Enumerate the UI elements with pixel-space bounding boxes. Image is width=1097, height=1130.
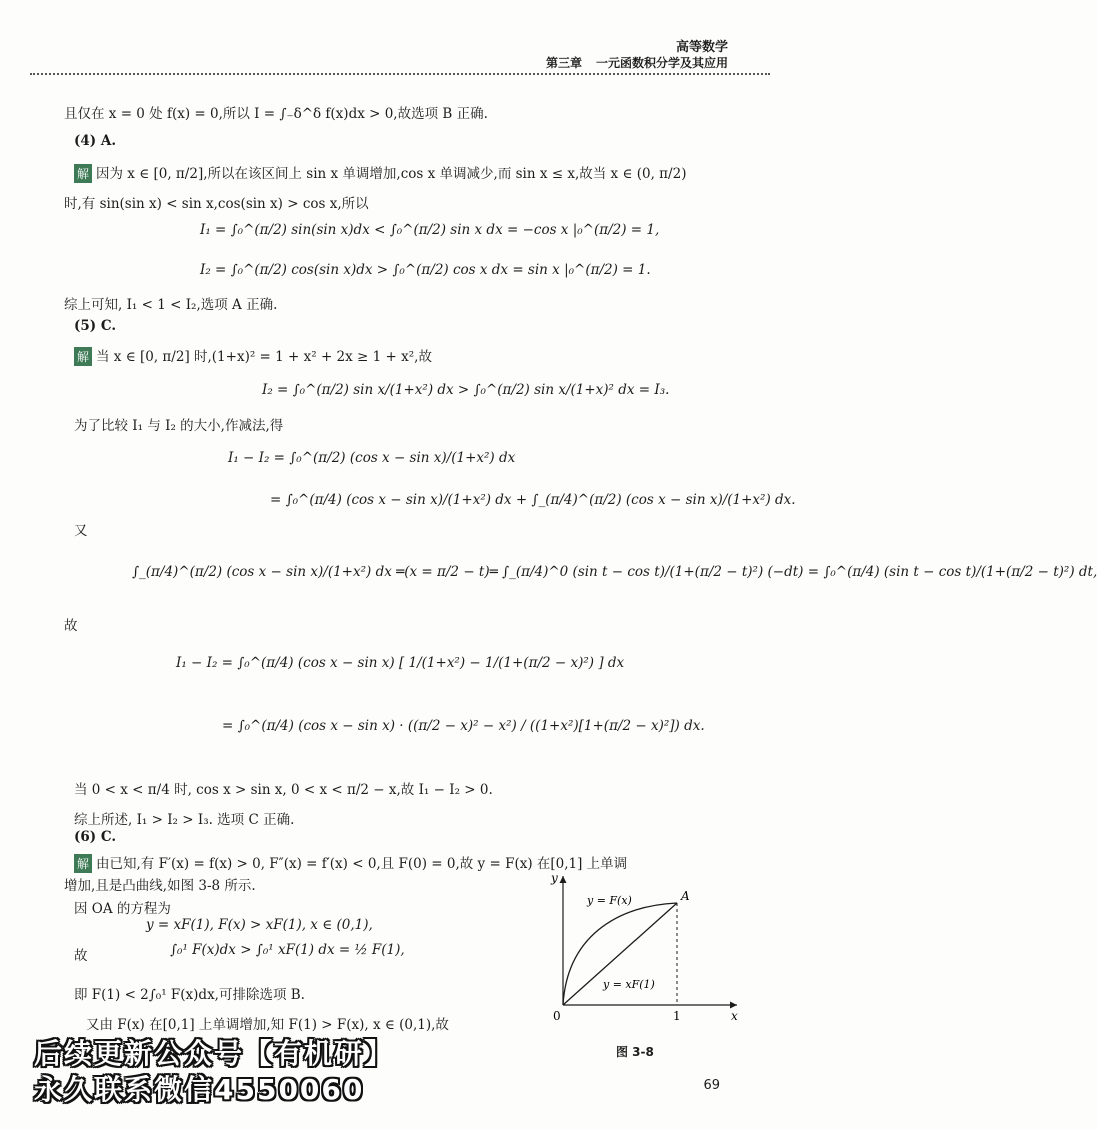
equation-line <box>170 942 405 958</box>
line-text: = ∫₀^(π/4) (cos x − sin x)/(1+x²) dx + ∫_(π/4)^(π/2) (cos x − sin x)/(1+x²) dx. <box>270 492 796 508</box>
text-line <box>74 778 493 798</box>
chapter-title: 一元函数积分学及其应用 <box>595 56 728 70</box>
equation-line <box>200 222 659 238</box>
solution-badge: 解 <box>74 164 92 183</box>
text-line <box>64 614 78 634</box>
line-text: 由已知,有 F′(x) = f(x) > 0, F″(x) = f′(x) < 0,且 F(0) = 0,故 y = F(x) 在[0,1] 上单调 <box>96 856 628 872</box>
text-line <box>74 414 283 434</box>
point-a-label: A <box>681 889 690 903</box>
text-line <box>74 345 432 366</box>
line-text: I₂ = ∫₀^(π/2) sin x/(1+x²) dx > ∫₀^(π/2) sin x/(1+x)² dx = I₃. <box>262 382 670 398</box>
y-axis-label: y <box>551 871 558 885</box>
line-text: (4) A. <box>74 133 117 149</box>
equation-line <box>222 718 705 734</box>
line-text: I₂ = ∫₀^(π/2) cos(sin x)dx > ∫₀^(π/2) cos x dx = sin x |₀^(π/2) = 1. <box>200 262 651 278</box>
text-line <box>74 944 88 964</box>
line-text: 当 0 < x < π/4 时, cos x > sin x, 0 < x < π/2 − x,故 I₁ − I₂ > 0. <box>74 782 493 798</box>
tick-label-1: 1 <box>673 1009 681 1023</box>
text-line <box>64 192 369 212</box>
line-text: 综上可知, I₁ < 1 < I₂,选项 A 正确. <box>64 297 278 313</box>
line-text: 且仅在 x = 0 处 f(x) = 0,所以 I = ∫₋δ^δ f(x)dx > 0,故选项 B 正确. <box>64 106 488 122</box>
line-text: 故 <box>74 948 88 964</box>
equation-line <box>176 655 624 671</box>
text-line <box>74 519 88 539</box>
figure-3-8 <box>545 868 745 1037</box>
equation-line <box>270 492 796 508</box>
text-line <box>74 897 171 917</box>
watermark-line-2: 永久联系微信4550060 <box>34 1073 365 1106</box>
equation-line <box>146 917 373 933</box>
line-text: 增加,且是凸曲线,如图 3-8 所示. <box>64 878 256 894</box>
line-text: 故 <box>64 618 78 634</box>
figure-svg <box>545 868 745 1033</box>
page-number: 69 <box>703 1078 720 1093</box>
text-line <box>74 133 116 149</box>
line-text: ∫_(π/4)^(π/2) (cos x − sin x)/(1+x²) dx ═(x = π/2 − t)═ ∫_(π/4)^0 (sin t − cos t)/(1+(π/2 − t)²) (−dt) = ∫₀^(π/4) (sin t − cos t)/(1+(π/2 − t)²) dt, <box>132 564 1097 580</box>
line-text: 又 <box>74 523 88 539</box>
line-text: 时,有 sin(sin x) < sin x,cos(sin x) > cos x,所以 <box>64 196 369 212</box>
line-text: 为了比较 I₁ 与 I₂ 的大小,作减法,得 <box>74 418 284 434</box>
equation-line <box>200 262 651 278</box>
text-line <box>74 162 686 183</box>
text-line <box>86 1013 449 1033</box>
book-title: 高等数学 <box>675 40 728 55</box>
text-line <box>74 829 116 845</box>
chapter-number: 第三章 <box>545 56 582 70</box>
figure-caption: 图 3-8 <box>616 1045 654 1059</box>
text-line <box>74 808 294 828</box>
line-text: I₁ − I₂ = ∫₀^(π/2) (cos x − sin x)/(1+x²) dx <box>228 450 516 466</box>
equation-line <box>228 450 515 466</box>
line-text: 因为 x ∈ [0, π/2],所以在该区间上 sin x 单调增加,cos x 单调减少,而 sin x ≤ x,故当 x ∈ (0, π/2) <box>96 166 687 182</box>
chapter-heading <box>546 54 728 71</box>
line-text: = ∫₀^(π/4) (cos x − sin x) · ((π/2 − x)² − x²) / ((1+x²)[1+(π/2 − x)²]) dx. <box>222 718 705 734</box>
line-text: 当 x ∈ [0, π/2] 时,(1+x)² = 1 + x² + 2x ≥ 1 + x²,故 <box>96 349 432 365</box>
curve-label: y = F(x) <box>587 894 632 907</box>
line-text: I₁ − I₂ = ∫₀^(π/4) (cos x − sin x) [ 1/(1+x²) − 1/(1+(π/2 − x)²) ] dx <box>176 655 625 671</box>
equation-line <box>262 382 669 398</box>
line-text: I₁ = ∫₀^(π/2) sin(sin x)dx < ∫₀^(π/2) sin x dx = −cos x |₀^(π/2) = 1, <box>200 222 660 238</box>
header-rule <box>30 73 770 75</box>
text-line <box>74 983 305 1003</box>
text-line <box>64 874 256 894</box>
line-text: 因 OA 的方程为 <box>74 901 171 917</box>
line-text: (5) C. <box>74 318 117 334</box>
watermark-line-1: 后续更新公众号【有机研】 <box>34 1037 395 1070</box>
x-axis-label: x <box>731 1009 738 1023</box>
text-line <box>74 318 116 334</box>
line-text: 即 F(1) < 2∫₀¹ F(x)dx,可排除选项 B. <box>74 987 305 1003</box>
origin-label: 0 <box>553 1009 561 1023</box>
line-text: y = xF(1), F(x) > xF(1), x ∈ (0,1), <box>146 917 373 933</box>
text-line <box>64 293 277 313</box>
line-text: (6) C. <box>74 829 117 845</box>
line-label: y = xF(1) <box>603 978 655 991</box>
line-text: 又由 F(x) 在[0,1] 上单调增加,知 F(1) > F(x), x ∈ (0,1),故 <box>86 1017 449 1033</box>
solution-badge: 解 <box>74 347 92 366</box>
line-text: 综上所述, I₁ > I₂ > I₃. 选项 C 正确. <box>74 812 295 828</box>
text-line <box>64 102 488 122</box>
solution-badge: 解 <box>74 854 92 873</box>
line-text: ∫₀¹ F(x)dx > ∫₀¹ xF(1) dx = ½ F(1), <box>170 942 405 958</box>
equation-line <box>132 564 1097 580</box>
